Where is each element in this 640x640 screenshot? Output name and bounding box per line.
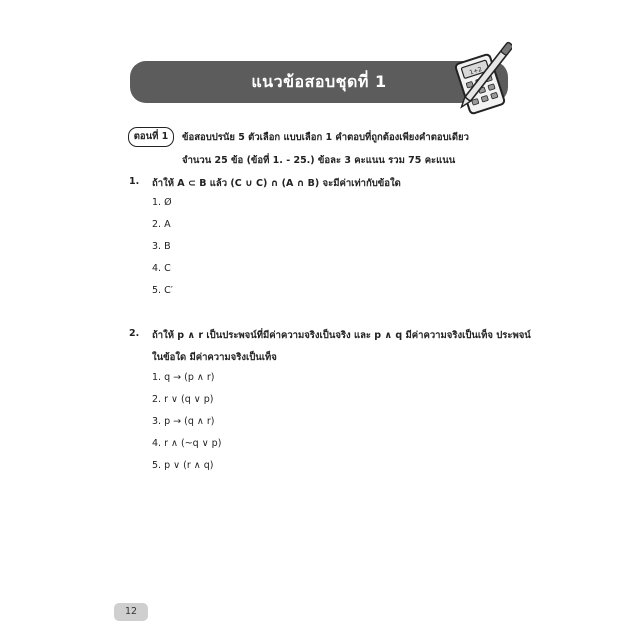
question-1-number: 1. (129, 176, 140, 187)
section-scoring: จำนวน 25 ข้อ (ข้อที่ 1. - 25.) ข้อละ 3 คะแนน รวม 75 คะแนน (182, 155, 456, 166)
section-badge: ตอนที่ 1 (128, 127, 174, 147)
calculator-pen-icon (452, 40, 512, 122)
question-2-text-line1: ถ้าให้ p ∧ r เป็นประพจน์ที่มีค่าความจริงเป็นจริง และ p ∧ q มีค่าความจริงเป็นเท็จ ประพจน์ (152, 330, 531, 341)
question-1-choice-4: 4. C (152, 263, 171, 274)
question-1-choice-1: 1. Ø (152, 197, 172, 208)
question-2-choice-2: 2. r ∨ (q ∨ p) (152, 394, 214, 405)
page-number: 12 (114, 603, 148, 621)
question-2-choice-5: 5. p ∨ (r ∧ q) (152, 460, 214, 471)
question-2-choice-4: 4. r ∧ (~q ∨ p) (152, 438, 222, 449)
question-2-choice-1: 1. q → (p ∧ r) (152, 372, 215, 383)
question-1-choice-5: 5. C′ (152, 285, 173, 296)
question-1-choice-3: 3. B (152, 241, 171, 252)
question-2-number: 2. (129, 328, 140, 339)
question-1-choice-2: 2. A (152, 219, 171, 230)
section-instructions: ข้อสอบปรนัย 5 ตัวเลือก แบบเลือก 1 คำตอบที่ถูกต้องเพียงคำตอบเดียว (182, 132, 469, 143)
question-2-text-line2: ในข้อใด มีค่าความจริงเป็นเท็จ (152, 352, 277, 363)
question-2-choice-3: 3. p → (q ∧ r) (152, 416, 215, 427)
question-1-text: ถ้าให้ A ⊂ B แล้ว (C ∪ C) ∩ (A ∩ B) จะมีค่าเท่ากับข้อใด (152, 178, 401, 189)
svg-text:1+2: 1+2 (468, 65, 483, 77)
page-title: แนวข้อสอบชุดที่ 1 (251, 72, 387, 91)
